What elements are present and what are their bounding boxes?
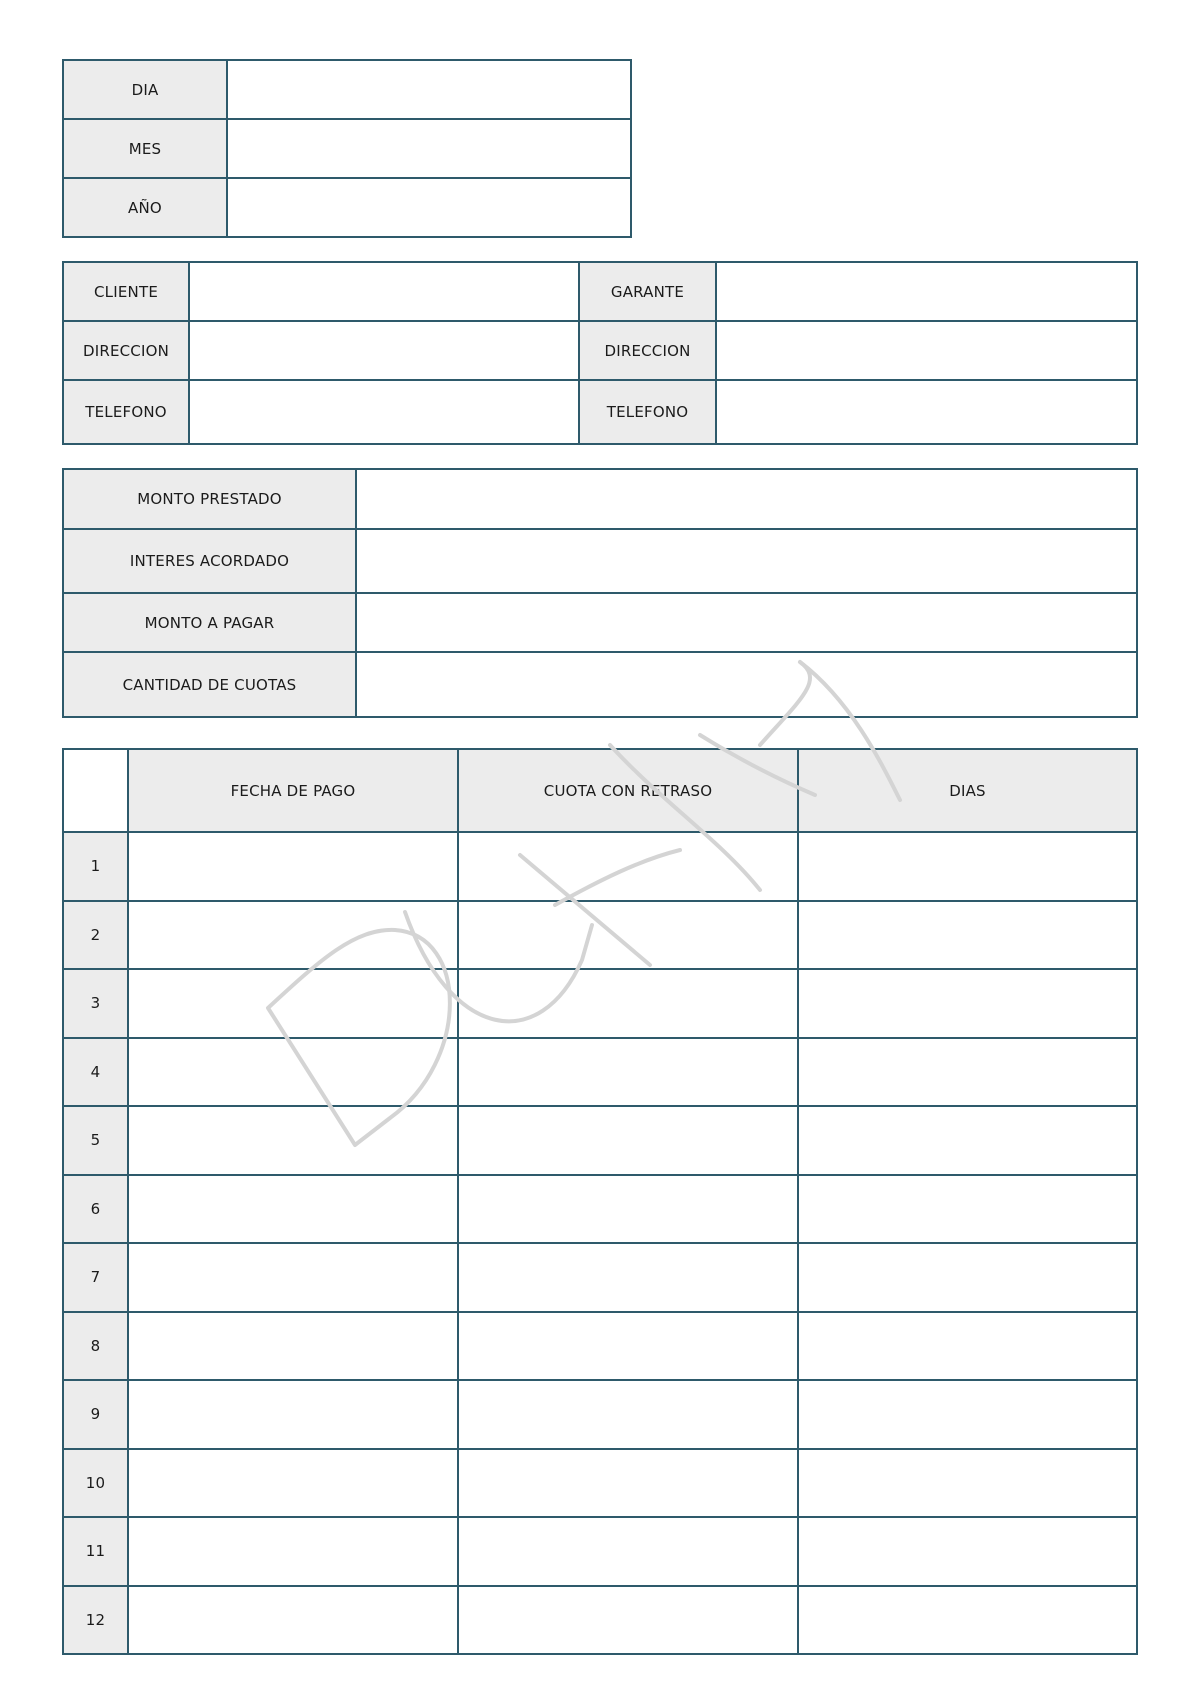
table-row — [63, 1243, 1137, 1312]
late-installment-cell[interactable] — [458, 1312, 798, 1381]
late-installment-cell[interactable] — [458, 1586, 798, 1655]
row-number: 9 — [63, 1380, 128, 1449]
late-installment-cell[interactable] — [458, 1038, 798, 1107]
days-cell[interactable] — [798, 901, 1137, 970]
parties-table — [62, 261, 1138, 445]
days-cell[interactable] — [798, 1038, 1137, 1107]
table-row — [63, 1175, 1137, 1244]
row-number: 12 — [63, 1586, 128, 1655]
payment-date-cell[interactable] — [128, 1449, 458, 1518]
payments-table — [62, 748, 1138, 1655]
amount-due-field[interactable] — [356, 593, 1137, 652]
table-row — [63, 969, 1137, 1038]
payment-date-cell[interactable] — [128, 901, 458, 970]
amount-due-label: MONTO A PAGAR — [63, 593, 356, 652]
day-label: DIA — [63, 60, 227, 119]
payment-date-cell[interactable] — [128, 1038, 458, 1107]
year-label: AÑO — [63, 178, 227, 237]
late-installment-cell[interactable] — [458, 1243, 798, 1312]
guarantor-phone-field[interactable] — [716, 380, 1137, 444]
table-row — [63, 1038, 1137, 1107]
days-cell[interactable] — [798, 832, 1137, 901]
days-cell[interactable] — [798, 1312, 1137, 1381]
corner-cell — [63, 749, 128, 832]
late-installment-cell[interactable] — [458, 1380, 798, 1449]
client-address-label: DIRECCION — [63, 321, 189, 380]
days-cell[interactable] — [798, 969, 1137, 1038]
row-number: 7 — [63, 1243, 128, 1312]
client-phone-field[interactable] — [189, 380, 579, 444]
table-row — [63, 832, 1137, 901]
loan-amount-label: MONTO PRESTADO — [63, 469, 356, 529]
late-installment-cell[interactable] — [458, 901, 798, 970]
row-number: 3 — [63, 969, 128, 1038]
late-installment-cell[interactable] — [458, 832, 798, 901]
day-field[interactable] — [227, 60, 631, 119]
days-header: DIAS — [798, 749, 1137, 832]
payment-date-cell[interactable] — [128, 1243, 458, 1312]
guarantor-address-label: DIRECCION — [579, 321, 716, 380]
table-row — [63, 1380, 1137, 1449]
row-number: 2 — [63, 901, 128, 970]
interest-field[interactable] — [356, 529, 1137, 593]
payment-date-cell[interactable] — [128, 1312, 458, 1381]
row-number: 5 — [63, 1106, 128, 1175]
client-phone-label: TELEFONO — [63, 380, 189, 444]
guarantor-address-field[interactable] — [716, 321, 1137, 380]
loan-table — [62, 468, 1138, 718]
table-row — [63, 1312, 1137, 1381]
payment-date-cell[interactable] — [128, 969, 458, 1038]
table-row — [63, 1106, 1137, 1175]
late-installment-cell[interactable] — [458, 1106, 798, 1175]
interest-label: INTERES ACORDADO — [63, 529, 356, 593]
month-field[interactable] — [227, 119, 631, 178]
table-row — [63, 1517, 1137, 1586]
row-number: 4 — [63, 1038, 128, 1107]
installments-label: CANTIDAD DE CUOTAS — [63, 652, 356, 717]
late-installment-header: CUOTA CON RETRASO — [458, 749, 798, 832]
loan-amount-field[interactable] — [356, 469, 1137, 529]
late-installment-cell[interactable] — [458, 1517, 798, 1586]
payment-date-cell[interactable] — [128, 832, 458, 901]
late-installment-cell[interactable] — [458, 969, 798, 1038]
days-cell[interactable] — [798, 1380, 1137, 1449]
row-number: 11 — [63, 1517, 128, 1586]
row-number: 10 — [63, 1449, 128, 1518]
payment-date-cell[interactable] — [128, 1106, 458, 1175]
days-cell[interactable] — [798, 1175, 1137, 1244]
installments-field[interactable] — [356, 652, 1137, 717]
payment-date-header: FECHA DE PAGO — [128, 749, 458, 832]
table-row — [63, 901, 1137, 970]
days-cell[interactable] — [798, 1517, 1137, 1586]
payment-date-cell[interactable] — [128, 1517, 458, 1586]
table-row — [63, 1586, 1137, 1655]
days-cell[interactable] — [798, 1586, 1137, 1655]
row-number: 6 — [63, 1175, 128, 1244]
month-label: MES — [63, 119, 227, 178]
year-field[interactable] — [227, 178, 631, 237]
payment-date-cell[interactable] — [128, 1586, 458, 1655]
client-address-field[interactable] — [189, 321, 579, 380]
client-label: CLIENTE — [63, 262, 189, 321]
table-row — [63, 1449, 1137, 1518]
late-installment-cell[interactable] — [458, 1449, 798, 1518]
guarantor-name-field[interactable] — [716, 262, 1137, 321]
guarantor-label: GARANTE — [579, 262, 716, 321]
client-name-field[interactable] — [189, 262, 579, 321]
days-cell[interactable] — [798, 1243, 1137, 1312]
guarantor-phone-label: TELEFONO — [579, 380, 716, 444]
days-cell[interactable] — [798, 1106, 1137, 1175]
row-number: 8 — [63, 1312, 128, 1381]
days-cell[interactable] — [798, 1449, 1137, 1518]
payment-date-cell[interactable] — [128, 1380, 458, 1449]
late-installment-cell[interactable] — [458, 1175, 798, 1244]
date-table — [62, 59, 632, 238]
payment-date-cell[interactable] — [128, 1175, 458, 1244]
row-number: 1 — [63, 832, 128, 901]
